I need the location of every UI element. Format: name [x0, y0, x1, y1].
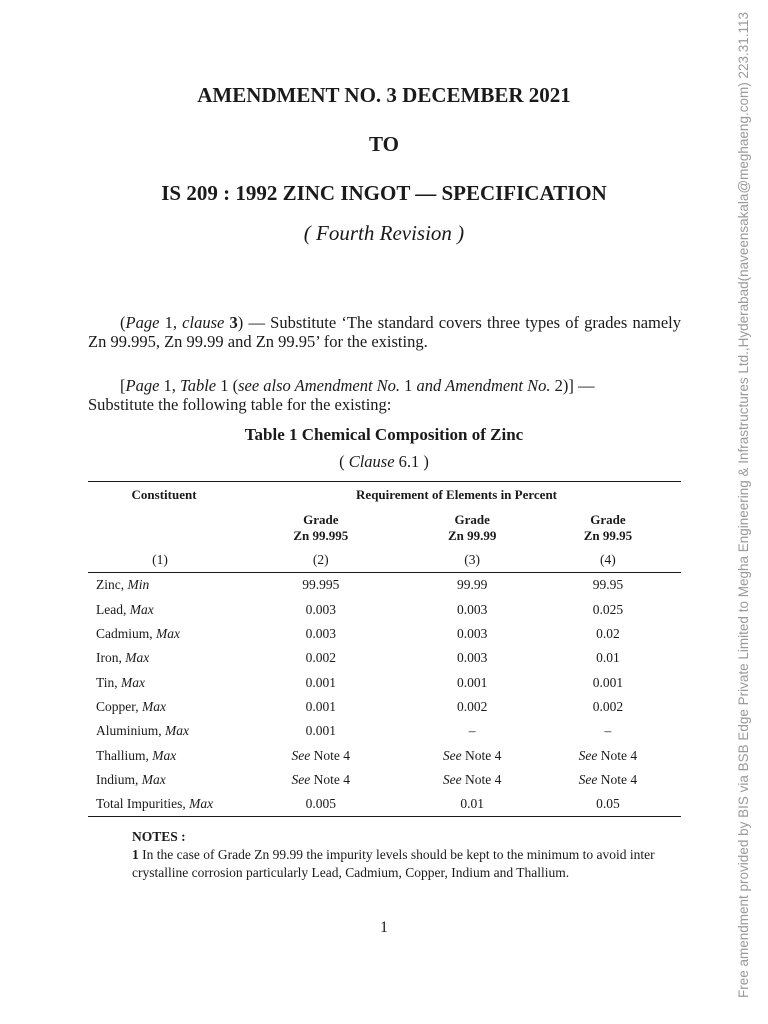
value-cell: 0.001	[305, 698, 336, 714]
table-row	[88, 598, 681, 622]
watermark-text: Free amendment provided by BIS via BSB Edge Private Limited to Megha Engineering & Infrastructures Ltd.,Hyderabad(naveensakala@meghaeng.com) 223.31.113	[736, 11, 751, 998]
note-1: 1 In the case of Grade Zn 99.99 the impurity levels should be kept to the minimum to avoid inter crystalline corrosion particularly Lead, Cadmium, Copper, Indium and Thallium.	[132, 847, 655, 880]
value-cell: See Note 4	[578, 747, 638, 763]
paragraph-clause-3: (Page 1, clause 3) — Substitute ‘The standard covers three types of grades namely Zn 99.995, Zn 99.99 and Zn 99.95’ for the existing.	[88, 313, 682, 351]
grade-header-2: Grade Zn 99.99	[447, 512, 497, 543]
constituent-cell: Copper, Max	[96, 698, 166, 714]
constituent-cell: Zinc, Min	[96, 577, 150, 593]
col-num-4: (4)	[600, 552, 616, 568]
table-row	[88, 719, 681, 743]
table-row	[88, 768, 681, 792]
notes-section	[132, 828, 680, 882]
value-cell: 0.02	[596, 626, 620, 642]
grade-header-3: Grade Zn 99.95	[583, 512, 633, 543]
col-num-3: (3)	[464, 552, 481, 568]
table-row	[88, 573, 681, 598]
paragraph-table-substitution: [Page 1, Table 1 (see also Amendment No. 1 and Amendment No. 2)] — Substitute the following table for the existing:	[88, 376, 595, 414]
value-cell: See Note 4	[291, 771, 351, 787]
value-cell: See Note 4	[578, 771, 638, 787]
value-cell: See Note 4	[442, 771, 502, 787]
value-cell: 0.002	[456, 698, 488, 714]
table-title: Table 1 Chemical Composition of Zinc	[244, 425, 524, 444]
grade-header-row	[88, 508, 681, 548]
constituent-cell: Aluminium, Max	[96, 723, 190, 739]
value-cell: 0.002	[305, 650, 336, 666]
table-row	[88, 792, 681, 817]
table-row	[88, 622, 681, 646]
notes-heading: NOTES :	[132, 829, 186, 844]
value-cell: 0.001	[456, 674, 488, 690]
value-cell: 0.003	[456, 601, 488, 617]
value-cell: 0.001	[305, 674, 336, 690]
constituent-cell: Thallium, Max	[96, 747, 177, 763]
value-cell: 0.05	[596, 796, 620, 812]
value-cell: 0.025	[592, 601, 624, 617]
column-number-row	[88, 548, 681, 573]
value-cell: 0.01	[460, 796, 484, 812]
value-cell: 99.99	[456, 577, 488, 593]
value-cell: See Note 4	[291, 747, 351, 763]
table-header-row	[88, 482, 681, 509]
value-cell: –	[468, 723, 476, 739]
table-row	[88, 743, 681, 767]
revision-subtitle: ( Fourth Revision )	[303, 221, 465, 245]
constituent-cell: Tin, Max	[96, 674, 146, 690]
standard-title: IS 209 : 1992 ZINC INGOT — SPECIFICATION	[161, 181, 607, 205]
value-cell: 0.01	[596, 650, 620, 666]
table-row	[88, 670, 681, 694]
value-cell: 0.003	[305, 626, 336, 642]
col-num-1: (1)	[152, 552, 168, 568]
constituent-cell: Indium, Max	[96, 771, 166, 787]
amendment-title: AMENDMENT NO. 3 DECEMBER 2021	[197, 83, 571, 107]
header-constituent: Constituent	[131, 487, 197, 502]
value-cell: See Note 4	[442, 747, 502, 763]
table-row	[88, 646, 681, 670]
value-cell: 0.001	[592, 674, 624, 690]
table-clause-ref: ( Clause 6.1 )	[339, 452, 429, 471]
value-cell: 0.003	[456, 626, 488, 642]
value-cell: 0.001	[305, 723, 336, 739]
composition-table	[88, 481, 681, 817]
value-cell: –	[604, 723, 612, 739]
constituent-cell: Lead, Max	[96, 601, 154, 617]
constituent-cell: Total Impurities, Max	[96, 796, 214, 812]
value-cell: 0.002	[592, 698, 624, 714]
constituent-cell: Iron, Max	[96, 650, 150, 666]
page-number: 1	[380, 919, 388, 936]
table-row	[88, 695, 681, 719]
value-cell: 99.995	[302, 577, 340, 593]
constituent-cell: Cadmium, Max	[96, 626, 180, 642]
header-requirement: Requirement of Elements in Percent	[356, 487, 558, 502]
grade-header-1: Grade Zn 99.995	[293, 512, 349, 543]
value-cell: 99.95	[592, 577, 624, 593]
title-to: TO	[369, 132, 399, 156]
col-num-2: (2)	[312, 552, 329, 568]
value-cell: 0.003	[305, 601, 336, 617]
value-cell: 0.003	[456, 650, 488, 666]
value-cell: 0.005	[305, 796, 336, 812]
